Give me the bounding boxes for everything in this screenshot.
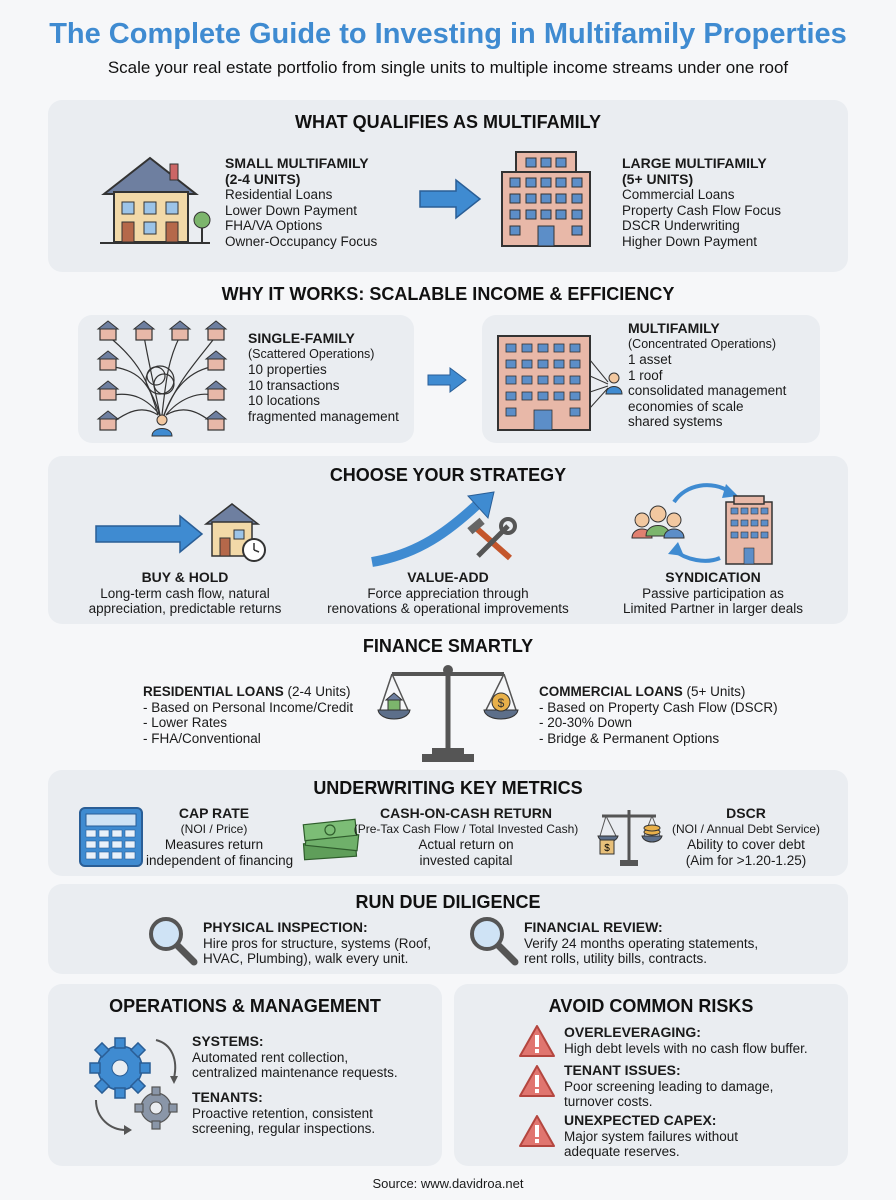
strategy-desc: Passive participation as [642, 585, 784, 601]
buy-hold-icon [96, 500, 268, 566]
warning-icon [518, 1114, 556, 1148]
scale-coins-icon [596, 806, 662, 870]
right-arrow-icon [428, 367, 468, 393]
small-item: Owner-Occupancy Focus [225, 233, 378, 249]
large-title: LARGE MULTIFAMILY [622, 155, 767, 171]
finance-heading: FINANCE SMARTLY [362, 636, 534, 656]
metric-title: CASH-ON-CASH RETURN [380, 805, 552, 821]
residential-units: (2-4 Units) [283, 684, 351, 699]
small-subtitle: (2-4 UNITS) [225, 170, 301, 187]
strategy-desc: Long-term cash flow, natural [100, 585, 270, 601]
physical-desc: Hire pros for structure, systems (Roof, [203, 935, 432, 951]
financial-review-block [524, 920, 758, 967]
risk-item [564, 1025, 808, 1056]
tenants-desc: Proactive retention, consistent [192, 1105, 373, 1121]
residential-item: - FHA/Conventional [143, 730, 261, 746]
single-family-block [248, 331, 399, 424]
page-title: The Complete Guide to Investing in Multifamily Properties [49, 18, 847, 50]
syndication-icon [630, 478, 790, 568]
small-multifamily-block [225, 156, 377, 249]
residential-title: RESIDENTIAL LOANS [143, 684, 284, 699]
balance-scale-icon [378, 660, 518, 764]
large-item: DSCR Underwriting [622, 218, 740, 233]
strategy-title: VALUE-ADD [407, 569, 489, 585]
metrics-heading: UNDERWRITING KEY METRICS [313, 778, 583, 798]
metric-formula: (NOI / Price) [180, 821, 248, 836]
risk-desc: High debt levels with no cash flow buffer. [564, 1040, 808, 1056]
ops-tenants-block [192, 1090, 375, 1137]
metric-cap-rate [146, 805, 294, 868]
single-title: SINGLE-FAMILY [248, 330, 355, 346]
large-subtitle: (5+ UNITS) [622, 170, 694, 187]
large-multifamily-block [622, 156, 781, 249]
small-house-icon [100, 150, 212, 246]
risk-title: UNEXPECTED CAPEX: [564, 1112, 717, 1128]
page-subtitle: Scale your real estate portfolio from single units to multiple income streams under one roof [107, 58, 789, 77]
risk-desc: Major system failures without [564, 1128, 739, 1144]
metric-desc: Actual return on [418, 837, 514, 852]
residential-loans-block [143, 684, 353, 746]
gears-icon [86, 1026, 184, 1136]
physical-inspection-block [203, 920, 431, 967]
scattered-houses-icon [88, 320, 238, 438]
multifamily-building-icon [496, 330, 624, 432]
strategy-title: SYNDICATION [665, 569, 761, 585]
small-item: Residential Loans [225, 187, 333, 202]
magnifier-icon [469, 916, 519, 966]
value-add-icon [368, 492, 528, 568]
strategy-syndication [596, 570, 830, 617]
large-building-icon [498, 148, 594, 248]
multi-title: MULTIFAMILY [628, 320, 720, 336]
strategy-value-add [310, 570, 586, 617]
strategy-desc: Limited Partner in larger deals [622, 601, 804, 616]
svg-text:$: $ [497, 696, 505, 710]
physical-title: PHYSICAL INSPECTION: [203, 919, 368, 935]
multi-item: 1 asset [628, 352, 672, 367]
metric-dscr [664, 806, 828, 868]
small-item: FHA/VA Options [225, 218, 323, 233]
single-item: 10 locations [248, 393, 321, 408]
risk-desc: turnover costs. [564, 1094, 653, 1109]
small-title: SMALL MULTIFAMILY [225, 155, 369, 171]
warning-icon [518, 1024, 556, 1058]
metric-desc: independent of financing [146, 852, 294, 868]
single-item: fragmented management [248, 408, 399, 424]
risk-desc: adequate reserves. [564, 1144, 680, 1159]
strategy-desc: renovations & operational improvements [327, 601, 569, 616]
large-item: Commercial Loans [622, 187, 735, 202]
residential-item: - Lower Rates [143, 715, 228, 730]
risk-desc: Poor screening leading to damage, [564, 1078, 774, 1094]
source-credit: Source: www.davidroa.net [372, 1176, 524, 1191]
warning-icon [518, 1064, 556, 1098]
financial-desc: rent rolls, utility bills, contracts. [524, 951, 708, 966]
strategy-heading: CHOOSE YOUR STRATEGY [329, 465, 567, 485]
right-arrow-icon [420, 178, 482, 220]
metric-title: DSCR [726, 805, 766, 821]
single-item: 10 transactions [248, 377, 340, 393]
metric-desc: Measures return [164, 837, 264, 852]
metric-formula: (NOI / Annual Debt Service) [671, 821, 821, 836]
operations-heading: OPERATIONS & MANAGEMENT [109, 996, 381, 1016]
systems-desc: Automated rent collection, [192, 1049, 349, 1065]
multi-item: economies of scale [628, 398, 744, 414]
large-item: Property Cash Flow Focus [622, 202, 782, 218]
metric-desc: invested capital [419, 852, 513, 868]
multifamily-block [628, 321, 786, 430]
metric-formula: (Pre-Tax Cash Flow / Total Invested Cash) [353, 821, 579, 836]
ops-systems-block [192, 1034, 398, 1081]
magnifier-icon [148, 916, 198, 966]
svg-text:$: $ [604, 843, 610, 854]
risk-item [564, 1063, 773, 1110]
metric-desc: Ability to cover debt [687, 837, 805, 852]
diligence-heading: RUN DUE DILIGENCE [355, 892, 541, 912]
commercial-item: - Bridge & Permanent Options [539, 730, 720, 746]
small-item: Lower Down Payment [225, 202, 358, 218]
risks-heading: AVOID COMMON RISKS [548, 996, 754, 1016]
risk-item [564, 1113, 738, 1160]
large-item: Higher Down Payment [622, 233, 758, 249]
systems-desc: centralized maintenance requests. [192, 1065, 398, 1080]
strategy-desc: appreciation, predictable returns [88, 601, 282, 616]
metric-desc: (Aim for >1.20-1.25) [685, 852, 807, 868]
strategy-title: BUY & HOLD [141, 569, 229, 585]
risk-title: TENANT ISSUES: [564, 1062, 681, 1078]
physical-desc: HVAC, Plumbing), walk every unit. [203, 951, 409, 966]
commercial-units: (5+ Units) [682, 684, 746, 699]
multi-item: shared systems [628, 414, 723, 429]
strategy-buy-hold [70, 570, 300, 617]
financial-desc: Verify 24 months operating statements, [524, 935, 759, 951]
single-item: 10 properties [248, 362, 327, 377]
calculator-icon [78, 806, 144, 868]
residential-item: - Based on Personal Income/Credit [143, 699, 354, 715]
qualifies-heading: WHAT QUALIFIES AS MULTIFAMILY [295, 112, 601, 132]
tenants-title: TENANTS: [192, 1089, 263, 1105]
financial-title: FINANCIAL REVIEW: [524, 919, 663, 935]
multi-sub: (Concentrated Operations) [628, 336, 776, 351]
multi-item: consolidated management [628, 383, 787, 398]
commercial-item: - Based on Property Cash Flow (DSCR) [539, 699, 778, 715]
tenants-desc: screening, regular inspections. [192, 1121, 376, 1136]
metric-cash-on-cash [346, 806, 586, 868]
strategy-desc: Force appreciation through [367, 585, 529, 601]
commercial-loans-block [539, 684, 778, 746]
why-heading: WHY IT WORKS: SCALABLE INCOME & EFFICIENCY [221, 284, 675, 304]
multi-item: 1 roof [628, 367, 663, 383]
commercial-item: - 20-30% Down [539, 715, 633, 730]
single-sub: (Scattered Operations) [248, 346, 375, 361]
commercial-title: COMMERCIAL LOANS [539, 684, 683, 699]
risk-title: OVERLEVERAGING: [564, 1024, 701, 1040]
systems-title: SYSTEMS: [192, 1033, 264, 1049]
metric-title: CAP RATE [178, 805, 250, 821]
